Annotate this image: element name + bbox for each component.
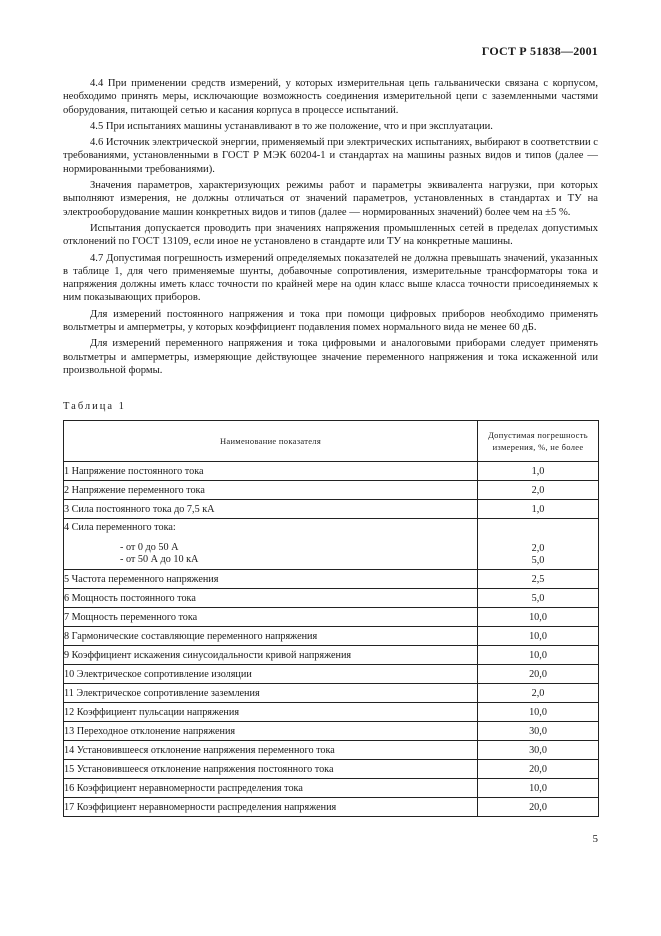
row-name: 14 Установившееся отклонение напряжения переменного тока: [64, 741, 478, 760]
row-subitem: - от 50 А до 10 кА: [120, 554, 199, 565]
row-value: 10,0: [478, 646, 599, 665]
row-subitem: - от 0 до 50 А: [120, 542, 179, 553]
document-header: ГОСТ Р 51838—2001: [481, 44, 598, 58]
table-row: [64, 627, 599, 646]
table-row: [64, 462, 599, 481]
table-row: [64, 519, 599, 570]
table-row: [64, 760, 599, 779]
row-value: 10,0: [478, 779, 599, 798]
table-row: [64, 665, 599, 684]
row-value: 1,0: [478, 462, 599, 481]
header-tolerance-line1: Допустимая погрешность: [488, 430, 588, 440]
header-indicator-name: Наименование показателя: [64, 421, 478, 462]
paragraph-4-6: 4.6 Источник электрической энергии, применяемый при электрических испытаниях, выбирают в соответствии с требованиями, установленными в ГОСТ Р МЭК 60204-1 и стандартах на машины разных видов и типов (далее — нормированными требованиями).: [63, 137, 598, 175]
table-row: [64, 798, 599, 817]
row-name: 1 Напряжение постоянного тока: [64, 462, 478, 481]
table-row: [64, 741, 599, 760]
paragraph-4-7: 4.7 Допустимая погрешность измерений определяемых показателей не должна превышать значений, указанных в таблице 1, для чего применяемые шунты, добавочные сопротивления, измерительные трансформаторы тока и напряжения должны иметь класс точности по крайней мере на один класс выше класса точности присоединяемых к ним показывающих приборов.: [63, 252, 598, 304]
row-name: 17 Коэффициент неравномерности распределения напряжения: [64, 798, 478, 817]
row-value: 20,0: [478, 798, 599, 817]
row-value: 20,0: [478, 665, 599, 684]
row-name: 9 Коэффициент искажения синусоидальности кривой напряжения: [64, 646, 478, 665]
paragraph-dc-measurement: Для измерений постоянного напряжения и тока при помощи цифровых приборов необходимо применять вольтметры и амперметры, у которых коэффициент подавления помех нормального вида не менее 60 дБ.: [63, 308, 598, 334]
row-value: 2,0: [531, 542, 545, 554]
tolerance-table: [63, 420, 599, 817]
table-row: [64, 481, 599, 500]
table-row: [64, 646, 599, 665]
row-name: 11 Электрическое сопротивление заземления: [64, 684, 478, 703]
paragraph-parameter-values: Значения параметров, характеризующих режимы работ и параметры эквивалента нагрузки, при которых выполняют измерения, не должны отличаться от значений параметров, установленных в стандартах и ТУ на электрооборудование машин конкретных видов и типов (далее — нормированных значений) более чем на ±5 %.: [63, 180, 598, 218]
table-row: [64, 779, 599, 798]
row-value: 2,0: [478, 684, 599, 703]
paragraph-ac-measurement: Для измерений переменного напряжения и тока цифровыми и аналоговыми приборами следует применять вольтметры и амперметры, измеряющие действующее значение переменного напряжения и тока искаженной или произвольной формы.: [63, 338, 598, 376]
row-name: 2 Напряжение переменного тока: [64, 481, 478, 500]
row-name: 13 Переходное отклонение напряжения: [64, 722, 478, 741]
row-value-multi: [478, 519, 599, 570]
paragraph-voltage-tolerance: Испытания допускается проводить при значениях напряжения промышленных сетей в пределах допустимых отклонений по ГОСТ 13109, если иное не установлено в стандарте или ТУ на конкретные машины.: [63, 222, 598, 248]
table-caption: Таблица 1: [63, 401, 126, 412]
row-value: 30,0: [478, 722, 599, 741]
page-number: 5: [592, 833, 598, 845]
row-value: 10,0: [478, 608, 599, 627]
row-name: 8 Гармонические составляющие переменного напряжения: [64, 627, 478, 646]
row-name: 5 Частота переменного напряжения: [64, 570, 478, 589]
row-name: 4 Сила переменного тока:: [64, 522, 176, 533]
table-row: [64, 589, 599, 608]
header-tolerance: [478, 421, 599, 462]
row-name-multi: [64, 519, 478, 570]
row-name: 10 Электрическое сопротивление изоляции: [64, 665, 478, 684]
row-name: 12 Коэффициент пульсации напряжения: [64, 703, 478, 722]
row-name: 3 Сила постоянного тока до 7,5 кА: [64, 500, 478, 519]
row-name: 15 Установившееся отклонение напряжения постоянного тока: [64, 760, 478, 779]
row-value: 10,0: [478, 627, 599, 646]
row-name: 6 Мощность постоянного тока: [64, 589, 478, 608]
row-name: 16 Коэффициент неравномерности распределения тока: [64, 779, 478, 798]
paragraph-4-4: 4.4 При применении средств измерений, у которых измерительная цепь гальванически связана с корпусом, необходимо принять меры, исключающие возможность соединения измерительной цепи с заземленными частями оборудования, питающей сетью и касания корпуса в процессе испытаний.: [63, 78, 598, 116]
table-row: [64, 500, 599, 519]
body-text: [63, 77, 598, 380]
row-value: 20,0: [478, 760, 599, 779]
table-row: [64, 608, 599, 627]
header-tolerance-line2: измерения, %, не более: [492, 442, 584, 452]
table-row: [64, 703, 599, 722]
row-value: 30,0: [478, 741, 599, 760]
row-value: 10,0: [478, 703, 599, 722]
table-row: [64, 684, 599, 703]
row-name: 7 Мощность переменного тока: [64, 608, 478, 627]
row-value: 5,0: [478, 589, 599, 608]
row-value: 2,5: [478, 570, 599, 589]
table-row: [64, 570, 599, 589]
row-value: 5,0: [531, 554, 545, 566]
table-row: [64, 722, 599, 741]
row-value: 1,0: [478, 500, 599, 519]
paragraph-4-5: 4.5 При испытаниях машины устанавливают в то же положение, что и при эксплуатации.: [90, 120, 493, 132]
row-value: 2,0: [478, 481, 599, 500]
table-header-row: [64, 421, 599, 462]
